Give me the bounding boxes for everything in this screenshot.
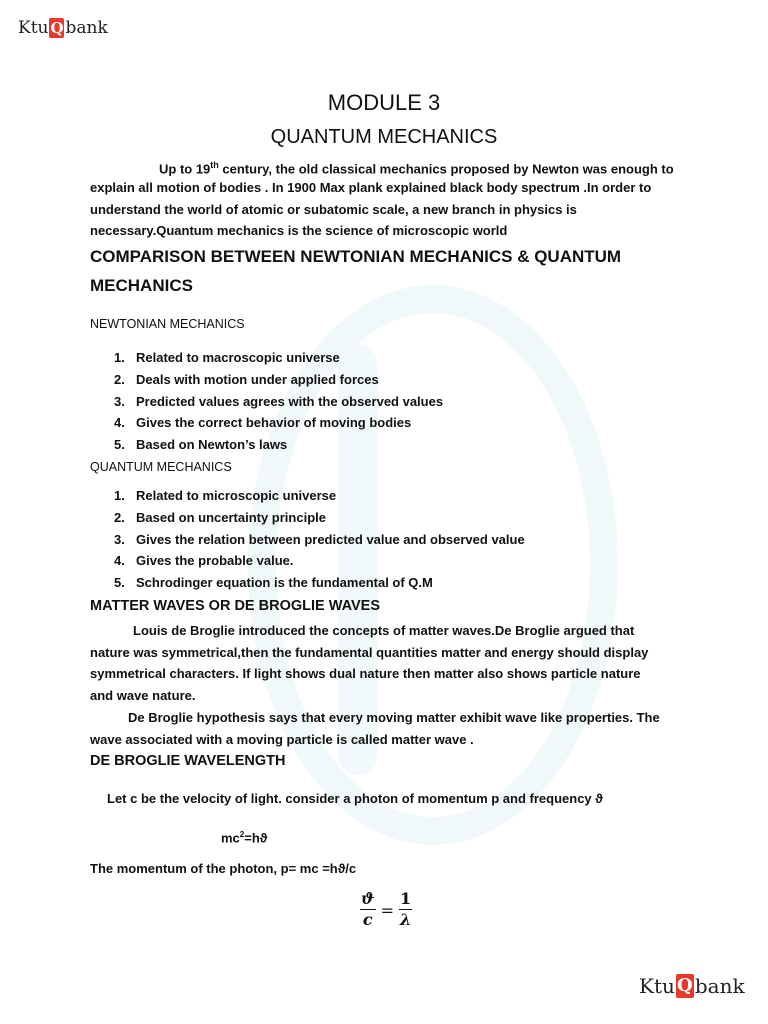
matter-waves-heading: MATTER WAVES OR DE BROGLIE WAVES <box>90 598 381 614</box>
matter-waves-p1-line-3: symmetrical characters. If light shows dual nature then matter also shows particle nature <box>90 666 641 681</box>
logo-text-right: bank <box>65 18 108 38</box>
list-item: 2. Deals with motion under applied forces <box>114 371 379 387</box>
frequency-wavelength-equation <box>360 890 412 930</box>
matter-waves-p1-line-4: and wave nature. <box>90 688 196 703</box>
list-item: 4. Gives the probable value. <box>114 553 294 569</box>
comparison-heading-line-2: MECHANICS <box>90 276 193 295</box>
topic-title: QUANTUM MECHANICS <box>270 126 498 148</box>
list-item: 4. Gives the correct behavior of moving bodies <box>114 415 412 431</box>
intro-line-3: understand the world of atomic or subatomic scale, a new branch in physics is <box>90 202 577 217</box>
logo-q-badge: Q <box>677 975 693 996</box>
wavelength-intro-line: Let c be the velocity of light. consider a photon of momentum p and frequency ϑ <box>107 791 603 806</box>
logo-text-left: Ktu <box>18 18 49 38</box>
logo-text-right: bank <box>694 974 745 998</box>
fraction-left: $\frac{ϑ}{c}$ <box>361 889 375 929</box>
list-item: 5. Schrodinger equation is the fundamental of Q.M <box>114 575 433 591</box>
list-item: 2. Based on uncertainty principle <box>114 509 326 525</box>
momentum-line: The momentum of the photon, p= mc =hϑ/c <box>90 861 357 876</box>
comparison-heading-line-1: COMPARISON BETWEEN NEWTONIAN MECHANICS & QUANTUM <box>90 247 622 266</box>
wavelength-heading: DE BROGLIE WAVELENGTH <box>90 753 286 769</box>
list-item: 5. Based on Newton’s laws <box>114 437 288 453</box>
quantum-list <box>114 485 525 594</box>
list-item: 1. Related to macroscopic universe <box>114 350 340 365</box>
quantum-subheading: QUANTUM MECHANICS <box>90 460 232 474</box>
matter-waves-p2-line-2: wave associated with a moving particle is called matter wave . <box>90 732 474 747</box>
matter-waves-p1-line-2: nature was symmetrical,then the fundamental quantities matter and energy should display <box>90 645 649 660</box>
intro-line-4: necessary.Quantum mechanics is the science of microscopic world <box>90 223 508 238</box>
ktuqbank-logo-bottom <box>639 974 745 998</box>
intro-line-1: Up to 19th century, the old classical mechanics proposed by Newton was enough to <box>159 160 674 177</box>
logo-q-badge: Q <box>50 19 64 37</box>
equation-mc2: $mc^2=hϑ$ <box>221 830 268 846</box>
module-title: MODULE 3 <box>327 90 441 115</box>
list-item: 3. Predicted values agrees with the observed values <box>114 393 444 409</box>
matter-waves-p2-line-1: De Broglie hypothesis says that every moving matter exhibit wave like properties. The <box>128 710 660 725</box>
list-item: 1. Related to microscopic universe <box>114 488 337 503</box>
logo-text-left: Ktu <box>639 974 675 998</box>
ktuqbank-logo-top <box>18 18 108 38</box>
fraction-right: $\frac{1}{\lambda}$ <box>399 889 412 929</box>
intro-line-2: explain all motion of bodies . In 1900 Max plank explained black body spectrum .In order to <box>90 180 652 195</box>
newtonian-list <box>114 347 443 456</box>
matter-waves-p1-line-1: Louis de Broglie introduced the concepts of matter waves.De Broglie argued that <box>133 623 635 638</box>
equals-sign: = <box>380 900 394 920</box>
newtonian-subheading: NEWTONIAN MECHANICS <box>90 317 245 331</box>
list-item: 3. Gives the relation between predicted value and observed value <box>114 531 525 547</box>
